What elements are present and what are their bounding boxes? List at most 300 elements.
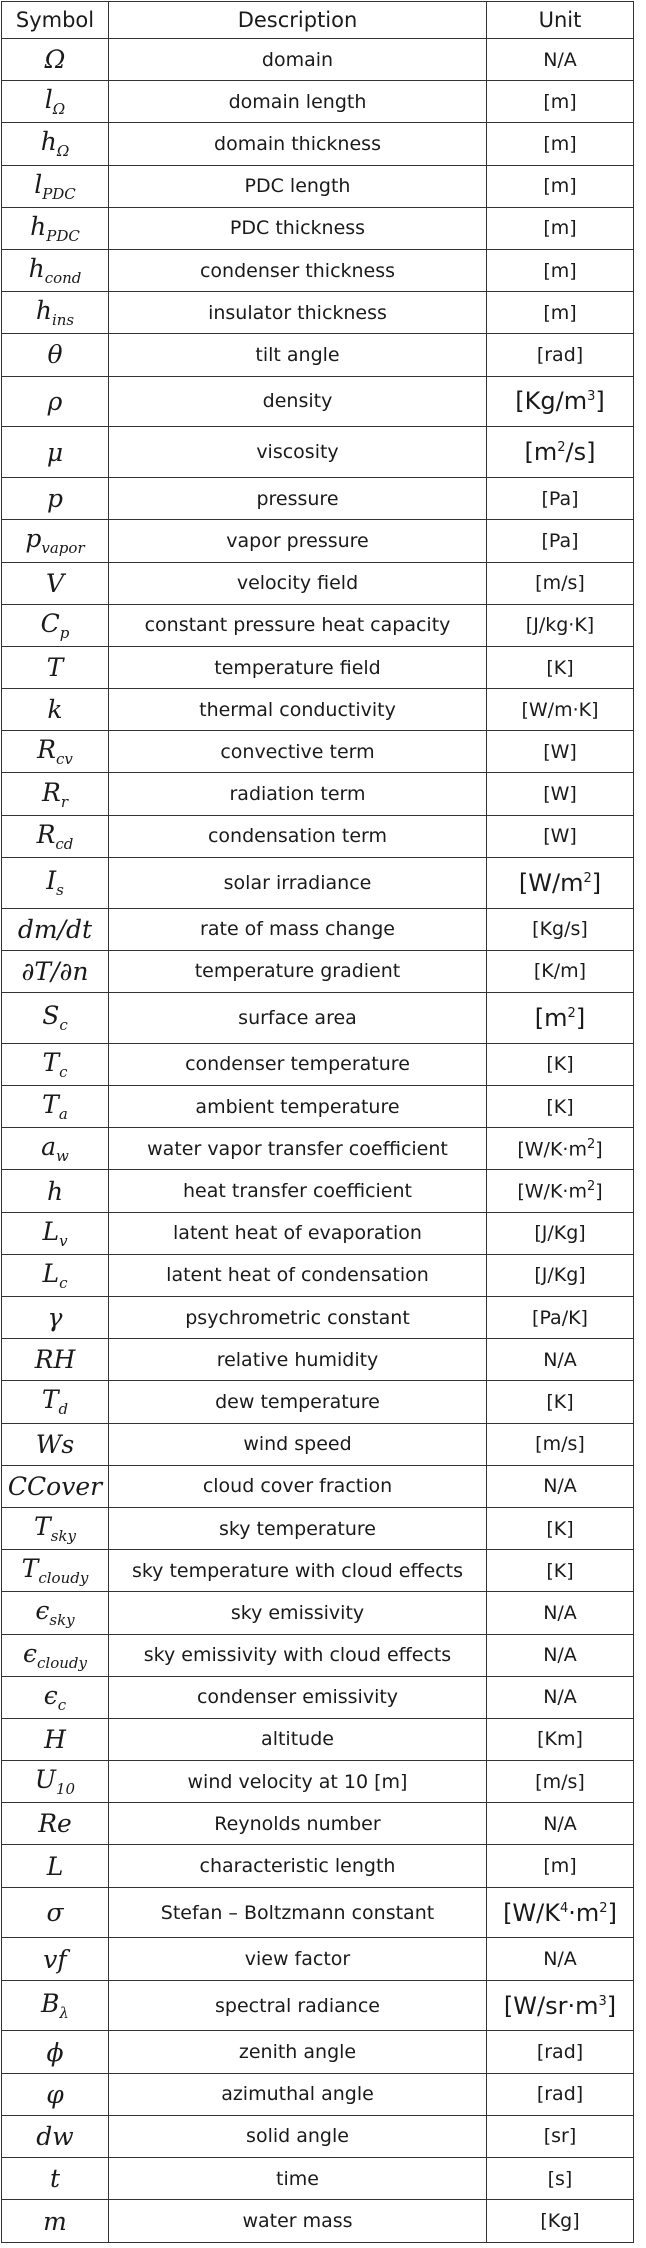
description-cell: relative humidity <box>109 1339 487 1381</box>
table-row <box>2 207 634 249</box>
description-cell: water mass <box>109 2200 487 2243</box>
unit-text: [Pa/K] <box>532 1306 588 1329</box>
symbol-text: V <box>45 568 65 598</box>
table-row <box>2 1423 634 1465</box>
unit-text: [J/kg·K] <box>525 614 595 637</box>
description-cell: sky emissivity <box>109 1592 487 1634</box>
symbol-cell <box>2 1043 109 1085</box>
unit-text: [W/m <box>518 868 584 897</box>
table-row <box>2 427 634 478</box>
symbol-cell <box>2 376 109 427</box>
symbol-cell <box>2 646 109 688</box>
symbol-text: Ws <box>35 1429 75 1459</box>
symbol-subscript: PDC <box>46 226 80 245</box>
unit-text: [J/Kg] <box>534 1264 586 1287</box>
symbol-text: R <box>42 777 61 807</box>
symbol-subscript: PDC <box>42 184 76 203</box>
symbol-cell <box>2 689 109 731</box>
symbol-subscript: 10 <box>55 1780 76 1799</box>
unit-cell <box>487 1212 634 1254</box>
symbol-text: U <box>34 1765 56 1795</box>
table-row <box>2 1043 634 1085</box>
symbol-cell <box>2 773 109 815</box>
unit-cell <box>487 207 634 249</box>
unit-text: [m <box>524 438 558 467</box>
symbol-text: a <box>41 1132 57 1162</box>
symbol-text: R <box>36 819 56 849</box>
description-cell: cloud cover fraction <box>109 1465 487 1507</box>
description-cell: azimuthal angle <box>109 2073 487 2115</box>
table-row <box>2 1254 634 1296</box>
unit-cell <box>487 2073 634 2115</box>
symbol-text: h <box>46 1176 64 1206</box>
symbol-cell <box>2 2200 109 2243</box>
unit-cell <box>487 81 634 123</box>
unit-text: [K] <box>546 1559 574 1582</box>
unit-cell <box>487 1845 634 1887</box>
unit-cell <box>487 1938 634 1980</box>
symbol-text: S <box>42 1001 60 1031</box>
table-row <box>2 1170 634 1212</box>
unit-text: [W] <box>543 825 577 848</box>
symbol-text: h <box>28 254 45 284</box>
unit-cell <box>487 857 634 908</box>
unit-cell <box>487 1086 634 1128</box>
table-row <box>2 993 634 1044</box>
unit-text: ] <box>595 1138 603 1161</box>
table-row <box>2 249 634 291</box>
symbol-text: ϵ <box>43 1680 58 1710</box>
symbol-cell <box>2 1761 109 1803</box>
unit-cell <box>487 1980 634 2031</box>
table-row <box>2 908 634 950</box>
unit-cell <box>487 39 634 81</box>
unit-text: [m] <box>543 301 577 324</box>
symbol-cell <box>2 1339 109 1381</box>
symbol-subscript: c <box>59 1062 68 1081</box>
table-row <box>2 1845 634 1887</box>
symbol-cell <box>2 2031 109 2073</box>
unit-text: N/A <box>543 48 577 71</box>
table-row <box>2 857 634 908</box>
unit-superscript: 2 <box>586 1137 596 1153</box>
unit-cell <box>487 908 634 950</box>
symbol-text: T <box>46 653 64 682</box>
unit-superscript: 4 <box>559 1900 569 1916</box>
unit-cell <box>487 427 634 478</box>
description-cell: thermal conductivity <box>109 689 487 731</box>
table-row <box>2 604 634 646</box>
table-row <box>2 1980 634 2031</box>
description-cell: time <box>109 2158 487 2200</box>
table-row <box>2 2158 634 2200</box>
unit-text: [W] <box>543 783 577 806</box>
table-row <box>2 2115 634 2157</box>
symbol-subscript: vapor <box>41 539 85 558</box>
description-cell: view factor <box>109 1938 487 1980</box>
unit-text: [sr] <box>543 2125 577 2148</box>
unit-text: [K] <box>546 1053 574 1076</box>
symbol-subscript: Ω <box>56 142 70 161</box>
unit-cell <box>487 689 634 731</box>
description-cell: radiation term <box>109 773 487 815</box>
table-row <box>2 1212 634 1254</box>
unit-text: [m] <box>543 90 577 113</box>
unit-cell <box>487 123 634 165</box>
table-row <box>2 123 634 165</box>
unit-cell <box>487 1507 634 1549</box>
unit-text: [Kg/m <box>515 387 588 416</box>
unit-text: [W/K·m <box>517 1180 587 1203</box>
unit-text: [J/Kg] <box>534 1222 586 1245</box>
unit-cell <box>487 292 634 334</box>
table-row <box>2 1086 634 1128</box>
unit-text: N/A <box>543 1348 577 1371</box>
unit-cell <box>487 1381 634 1423</box>
description-cell: PDC thickness <box>109 207 487 249</box>
description-cell: condenser emissivity <box>109 1676 487 1718</box>
description-cell: wind speed <box>109 1423 487 1465</box>
description-cell: surface area <box>109 993 487 1044</box>
unit-text: [Km] <box>537 1728 583 1751</box>
unit-cell <box>487 950 634 992</box>
symbol-cell <box>2 39 109 81</box>
unit-cell <box>487 1043 634 1085</box>
unit-text: /s] <box>565 438 596 467</box>
symbol-cell <box>2 249 109 291</box>
description-cell: pressure <box>109 478 487 520</box>
table-row <box>2 1718 634 1760</box>
table-row <box>2 950 634 992</box>
symbol-text: L <box>46 1851 64 1881</box>
unit-cell <box>487 1803 634 1845</box>
symbol-text: h <box>40 127 57 157</box>
symbol-text: ρ <box>47 386 63 416</box>
symbol-cell <box>2 908 109 950</box>
unit-cell <box>487 604 634 646</box>
symbol-cell <box>2 1507 109 1549</box>
symbol-text: p <box>25 524 42 554</box>
unit-text: [K] <box>546 1517 574 1540</box>
unit-text: [m] <box>543 175 577 198</box>
unit-cell <box>487 2031 634 2073</box>
symbol-subscript: v <box>59 1231 68 1250</box>
symbol-text: h <box>35 296 52 326</box>
symbol-cell <box>2 427 109 478</box>
symbol-text: θ <box>47 340 63 370</box>
unit-text: [m/s] <box>535 572 585 595</box>
unit-cell <box>487 165 634 207</box>
description-cell: Reynolds number <box>109 1803 487 1845</box>
unit-text: ] <box>595 1180 603 1203</box>
symbol-text: γ <box>47 1303 63 1333</box>
unit-text: [W/K <box>503 1898 560 1927</box>
description-cell: condensation term <box>109 815 487 857</box>
unit-cell <box>487 334 634 376</box>
table-row <box>2 1550 634 1592</box>
table-row <box>2 478 634 520</box>
symbol-text: φ <box>46 2079 64 2109</box>
table-row <box>2 334 634 376</box>
description-cell: wind velocity at 10 [m] <box>109 1761 487 1803</box>
description-cell: sky temperature <box>109 1507 487 1549</box>
symbol-cell <box>2 1254 109 1296</box>
description-cell: viscosity <box>109 427 487 478</box>
symbol-cell <box>2 1980 109 2031</box>
unit-text: [Kg] <box>540 2210 580 2233</box>
table-row <box>2 165 634 207</box>
unit-superscript: 2 <box>583 870 592 886</box>
description-cell: tilt angle <box>109 334 487 376</box>
symbol-text: p <box>46 484 63 514</box>
table-row <box>2 1887 634 1938</box>
symbol-cell <box>2 1845 109 1887</box>
unit-text: [m/s] <box>535 1433 585 1456</box>
symbol-cell <box>2 1676 109 1718</box>
symbol-cell <box>2 1128 109 1170</box>
symbol-cell <box>2 1170 109 1212</box>
unit-text: [rad] <box>536 2083 584 2106</box>
table-row <box>2 376 634 427</box>
unit-cell <box>487 2158 634 2200</box>
description-cell: psychrometric constant <box>109 1297 487 1339</box>
symbol-subscript: c <box>59 1273 68 1292</box>
symbol-subscript: r <box>60 792 68 811</box>
description-cell: density <box>109 376 487 427</box>
symbol-cell <box>2 292 109 334</box>
symbol-cell <box>2 993 109 1044</box>
symbol-cell <box>2 562 109 604</box>
unit-cell <box>487 1128 634 1170</box>
symbol-cell <box>2 2115 109 2157</box>
table-row <box>2 1592 634 1634</box>
description-cell: heat transfer coefficient <box>109 1170 487 1212</box>
symbol-cell <box>2 123 109 165</box>
symbol-subscript: cond <box>44 269 82 288</box>
unit-superscript: 2 <box>599 1900 608 1916</box>
unit-superscript: 2 <box>586 1179 596 1195</box>
symbol-cell <box>2 1550 109 1592</box>
symbol-column-header: Symbol <box>2 2 109 39</box>
unit-cell <box>487 1592 634 1634</box>
table-row <box>2 1803 634 1845</box>
unit-cell <box>487 1761 634 1803</box>
unit-text: [W/sr·m <box>503 1991 599 2020</box>
unit-superscript: 3 <box>587 389 596 405</box>
unit-cell <box>487 815 634 857</box>
symbol-text: σ <box>46 1898 64 1928</box>
symbol-text: T <box>41 1385 59 1415</box>
symbol-cell <box>2 1212 109 1254</box>
unit-text: [m/s] <box>535 1770 585 1793</box>
symbol-text: L <box>42 1216 60 1246</box>
unit-text: [m] <box>543 217 577 240</box>
symbol-text: Re <box>38 1809 72 1839</box>
symbol-subscript: sky <box>50 1527 76 1546</box>
symbol-text: T <box>21 1554 39 1584</box>
unit-cell <box>487 1339 634 1381</box>
symbol-cell <box>2 815 109 857</box>
table-row <box>2 815 634 857</box>
unit-cell <box>487 1423 634 1465</box>
table-row <box>2 1634 634 1676</box>
table-row <box>2 1507 634 1549</box>
unit-cell <box>487 1718 634 1760</box>
symbol-subscript: cv <box>55 750 73 769</box>
description-cell: PDC length <box>109 165 487 207</box>
unit-cell <box>487 731 634 773</box>
unit-cell <box>487 249 634 291</box>
table-row <box>2 1128 634 1170</box>
unit-text: [W/m·K] <box>521 698 599 721</box>
unit-text: [m <box>534 1003 568 1032</box>
table-row <box>2 2200 634 2243</box>
unit-superscript: 2 <box>557 440 566 456</box>
unit-cell <box>487 520 634 562</box>
symbol-cell <box>2 2158 109 2200</box>
symbol-text: h <box>30 211 47 241</box>
symbol-text: ϕ <box>46 2037 64 2067</box>
description-cell: sky temperature with cloud effects <box>109 1550 487 1592</box>
unit-text: ] <box>607 1898 617 1927</box>
symbol-cell <box>2 731 109 773</box>
description-cell: domain <box>109 39 487 81</box>
unit-text: [Pa] <box>541 529 579 552</box>
symbol-text: dm/dt <box>17 914 93 944</box>
unit-text: ] <box>575 1003 586 1032</box>
symbol-text: T <box>42 1090 59 1120</box>
description-cell: velocity field <box>109 562 487 604</box>
table-row <box>2 731 634 773</box>
symbol-cell <box>2 2073 109 2115</box>
description-cell: constant pressure heat capacity <box>109 604 487 646</box>
symbol-cell <box>2 1086 109 1128</box>
symbol-subscript: sky <box>49 1611 75 1630</box>
description-cell: zenith angle <box>109 2031 487 2073</box>
symbol-text: L <box>42 1258 60 1288</box>
symbol-cell <box>2 1887 109 1938</box>
symbol-text: ϵ <box>23 1638 38 1668</box>
description-cell: altitude <box>109 1718 487 1760</box>
symbol-cell <box>2 334 109 376</box>
symbol-cell <box>2 1592 109 1634</box>
symbol-cell <box>2 1718 109 1760</box>
symbol-text: I <box>46 866 57 896</box>
symbol-text: T <box>34 1512 51 1542</box>
description-cell: condenser temperature <box>109 1043 487 1085</box>
unit-text: [m] <box>543 1855 577 1878</box>
symbol-text: k <box>47 695 63 725</box>
symbol-text: t <box>49 2164 61 2194</box>
symbol-cell <box>2 1634 109 1676</box>
unit-text: [W] <box>543 740 577 763</box>
unit-text: N/A <box>543 1644 577 1667</box>
description-cell: latent heat of evaporation <box>109 1212 487 1254</box>
unit-cell <box>487 993 634 1044</box>
symbol-subscript: p <box>59 623 70 642</box>
symbol-text: R <box>37 735 56 765</box>
table-row <box>2 646 634 688</box>
description-cell: water vapor transfer coefficient <box>109 1128 487 1170</box>
symbol-text: dw <box>36 2121 74 2151</box>
unit-text: N/A <box>543 1948 577 1971</box>
table-row <box>2 1381 634 1423</box>
description-cell: latent heat of condensation <box>109 1254 487 1296</box>
unit-text: [rad] <box>536 2041 584 2064</box>
description-cell: condenser thickness <box>109 249 487 291</box>
description-cell: vapor pressure <box>109 520 487 562</box>
symbol-text: CCover <box>7 1471 103 1501</box>
unit-text: [m] <box>543 259 577 282</box>
symbol-cell <box>2 1465 109 1507</box>
description-cell: domain thickness <box>109 123 487 165</box>
symbol-text: Ω <box>44 45 66 75</box>
table-row <box>2 562 634 604</box>
table-row <box>2 1339 634 1381</box>
table-row <box>2 81 634 123</box>
description-cell: temperature field <box>109 646 487 688</box>
symbol-text: l <box>44 85 53 115</box>
symbol-text: vf <box>43 1944 67 1974</box>
symbol-text: μ <box>46 437 64 467</box>
table-row <box>2 520 634 562</box>
description-cell: solar irradiance <box>109 857 487 908</box>
description-cell: insulator thickness <box>109 292 487 334</box>
unit-text: ] <box>591 868 602 897</box>
unit-cell <box>487 562 634 604</box>
unit-text: N/A <box>543 1686 577 1709</box>
description-cell: Stefan – Boltzmann constant <box>109 1887 487 1938</box>
symbol-text: RH <box>34 1345 76 1375</box>
symbol-cell <box>2 950 109 992</box>
table-row <box>2 773 634 815</box>
symbol-cell <box>2 1938 109 1980</box>
symbol-subscript: cd <box>55 834 74 853</box>
symbol-subscript: w <box>56 1147 69 1166</box>
unit-text: [s] <box>547 2167 573 2190</box>
description-cell: convective term <box>109 731 487 773</box>
table-row <box>2 1465 634 1507</box>
symbol-text: C <box>40 608 60 638</box>
symbol-subscript: d <box>58 1400 69 1419</box>
unit-text: [Pa] <box>541 487 579 510</box>
symbol-cell <box>2 165 109 207</box>
unit-superscript: 2 <box>567 1005 576 1021</box>
unit-text: [rad] <box>536 343 584 366</box>
description-cell: characteristic length <box>109 1845 487 1887</box>
description-cell: solid angle <box>109 2115 487 2157</box>
unit-text: ] <box>595 387 605 416</box>
nomenclature-table <box>1 1 634 2243</box>
description-cell: sky emissivity with cloud effects <box>109 1634 487 1676</box>
unit-text: [m] <box>543 132 577 155</box>
table-row <box>2 1938 634 1980</box>
symbol-subscript: c <box>57 1695 67 1714</box>
symbol-subscript: cloudy <box>37 1653 87 1672</box>
unit-text: N/A <box>543 1812 577 1835</box>
unit-cell <box>487 646 634 688</box>
unit-cell <box>487 1676 634 1718</box>
unit-cell <box>487 1634 634 1676</box>
unit-cell <box>487 1254 634 1296</box>
symbol-text: m <box>43 2206 67 2236</box>
symbol-subscript: λ <box>59 2004 69 2023</box>
unit-cell <box>487 1550 634 1592</box>
table-row <box>2 1676 634 1718</box>
symbol-text: T <box>42 1047 60 1077</box>
table-row <box>2 1297 634 1339</box>
symbol-text: ∂T/∂n <box>21 956 89 986</box>
